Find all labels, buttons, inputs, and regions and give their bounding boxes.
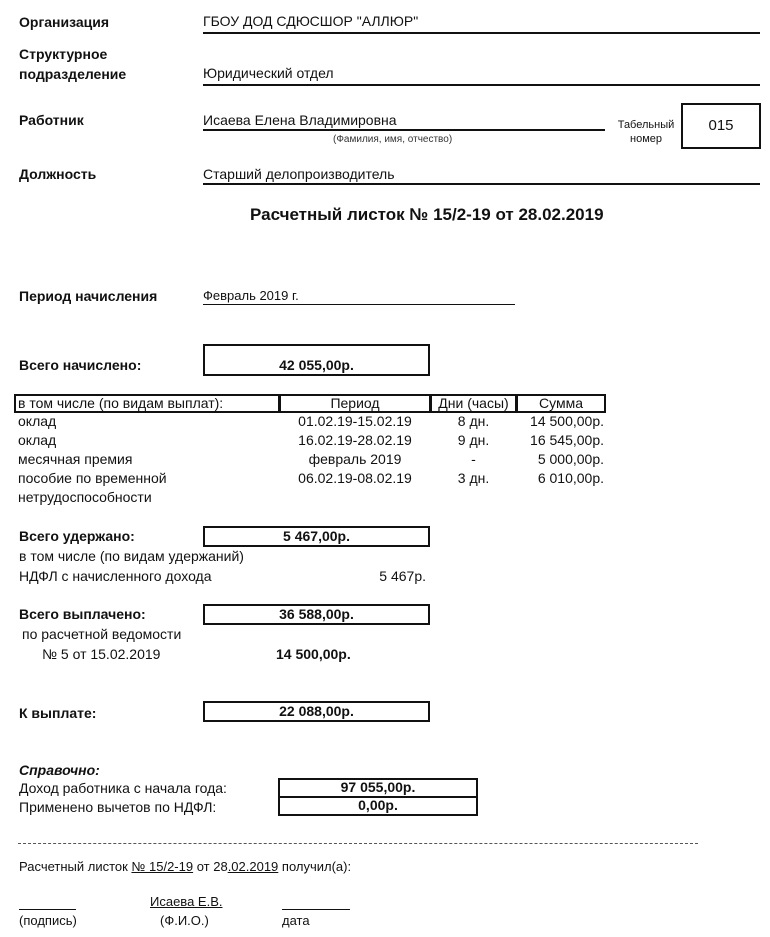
receipt-line xyxy=(19,859,351,874)
personnel-number-label-line2: номер xyxy=(630,133,662,145)
table-header-period: Период xyxy=(279,394,431,413)
reference-deductions-label: Применено вычетов по НДФЛ: xyxy=(19,799,217,815)
employee-label: Работник xyxy=(19,112,84,128)
reference-title: Справочно: xyxy=(19,762,100,778)
receipt-name-value: Исаева Е.В. xyxy=(150,894,223,909)
paid-detail-amount: 14 500,00р. xyxy=(276,646,351,662)
personnel-number-label xyxy=(606,118,686,146)
organization-label: Организация xyxy=(19,14,110,30)
row-days: 9 дн. xyxy=(457,432,490,448)
row-type: оклад xyxy=(18,413,57,429)
receipt-suffix: получил(а): xyxy=(278,859,352,874)
employee-hint: (Фамилия, имя, отчество) xyxy=(333,134,453,145)
to-pay-label: К выплате: xyxy=(19,705,97,721)
withheld-subtitle: в том числе (по видам удержаний) xyxy=(19,548,244,564)
date-caption: дата xyxy=(282,913,310,928)
personnel-number-value: 015 xyxy=(681,103,761,149)
paid-total: 36 588,00р. xyxy=(203,604,430,625)
reference-income-label: Доход работника с начала года: xyxy=(19,780,227,796)
row-type: пособие по временной xyxy=(18,470,167,486)
date-line[interactable] xyxy=(282,909,350,910)
withheld-label: Всего удержано: xyxy=(19,528,135,544)
row-type-line2: нетрудоспособности xyxy=(18,489,152,505)
position-label: Должность xyxy=(19,166,97,182)
employee-value: Исаева Елена Владимировна xyxy=(203,112,605,131)
row-type: месячная премия xyxy=(18,451,133,467)
table-header-days: Дни (часы) xyxy=(430,394,517,413)
row-type: оклад xyxy=(18,432,57,448)
row-amount: 5 000,00р. xyxy=(537,451,604,467)
accrued-total: 42 055,00р. xyxy=(203,344,430,376)
row-period: 16.02.19-28.02.19 xyxy=(298,432,412,448)
row-period: 06.02.19-08.02.19 xyxy=(298,470,412,486)
row-days: 8 дн. xyxy=(457,413,490,429)
department-label-line1: Структурное xyxy=(19,46,108,62)
signature-line[interactable] xyxy=(19,909,76,910)
paid-detail-line2: № 5 от 15.02.2019 xyxy=(42,646,161,662)
withheld-item-name: НДФЛ с начисленного дохода xyxy=(19,568,212,584)
department-value: Юридический отдел xyxy=(203,65,760,86)
organization-value: ГБОУ ДОД СДЮСШОР "АЛЛЮР" xyxy=(203,13,760,34)
row-days: 3 дн. xyxy=(457,470,490,486)
period-label: Период начисления xyxy=(19,288,158,304)
table-header-amount: Сумма xyxy=(516,394,606,413)
name-caption: (Ф.И.О.) xyxy=(160,913,209,928)
reference-income-value: 97 055,00р. xyxy=(278,778,478,798)
row-period: 01.02.19-15.02.19 xyxy=(298,413,412,429)
document-title: Расчетный листок № 15/2-19 от 28.02.2019 xyxy=(250,205,604,224)
personnel-number-label-line1: Табельный xyxy=(617,119,675,131)
paid-label: Всего выплачено: xyxy=(19,606,146,622)
department-label-line2: подразделение xyxy=(19,66,127,82)
receipt-number: № 15/2-19 xyxy=(131,859,194,874)
period-value: Февраль 2019 г. xyxy=(203,288,515,305)
to-pay-total: 22 088,00р. xyxy=(203,701,430,722)
row-period: февраль 2019 xyxy=(308,451,402,467)
table-header-type: в том числе (по видам выплат): xyxy=(14,394,280,413)
row-amount: 14 500,00р. xyxy=(530,413,604,429)
receipt-mid: от 28 xyxy=(193,859,228,874)
withheld-total: 5 467,00р. xyxy=(203,526,430,547)
paid-detail-line1: по расчетной ведомости xyxy=(22,626,182,642)
position-value: Старший делопроизводитель xyxy=(203,166,760,185)
row-amount: 6 010,00р. xyxy=(537,470,604,486)
row-days: - xyxy=(471,451,476,467)
signature-caption: (подпись) xyxy=(19,913,77,928)
cut-line-divider xyxy=(18,843,698,844)
accrued-label: Всего начислено: xyxy=(19,357,142,373)
receipt-date: .02.2019 xyxy=(227,859,279,874)
withheld-item-amount: 5 467р. xyxy=(379,568,426,584)
receipt-prefix: Расчетный листок xyxy=(19,859,132,874)
row-amount: 16 545,00р. xyxy=(530,432,604,448)
reference-deductions-value: 0,00р. xyxy=(278,796,478,816)
